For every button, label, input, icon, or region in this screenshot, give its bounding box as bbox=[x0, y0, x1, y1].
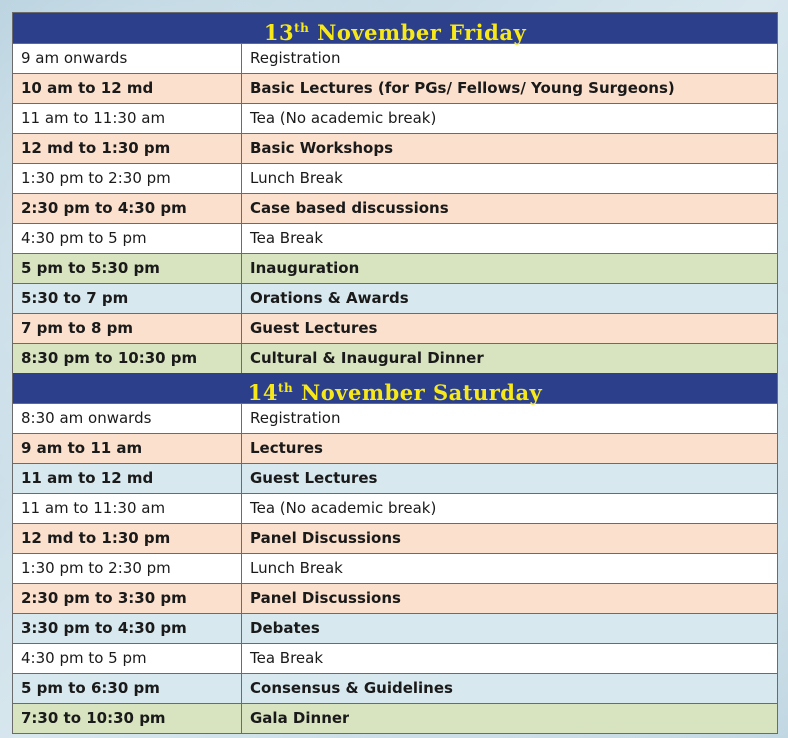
schedule-row bbox=[13, 464, 777, 494]
schedule-time: 5 pm to 6:30 pm bbox=[13, 674, 242, 703]
schedule-row bbox=[13, 614, 777, 644]
schedule-row bbox=[13, 194, 777, 224]
schedule-event: Case based discussions bbox=[250, 199, 449, 217]
schedule-row bbox=[13, 134, 777, 164]
schedule-row bbox=[13, 74, 777, 104]
schedule-row bbox=[13, 164, 777, 194]
schedule-time: 5 pm to 5:30 pm bbox=[13, 254, 242, 283]
schedule-time: 9 am onwards bbox=[13, 44, 242, 73]
schedule-time: 3:30 pm to 4:30 pm bbox=[13, 614, 242, 643]
schedule-row bbox=[13, 314, 777, 344]
schedule-event: Orations & Awards bbox=[250, 289, 409, 307]
schedule-time: 8:30 pm to 10:30 pm bbox=[13, 344, 242, 373]
schedule-row bbox=[13, 644, 777, 674]
schedule-time: 4:30 pm to 5 pm bbox=[13, 224, 242, 253]
day-number: 14 bbox=[247, 380, 278, 405]
schedule-event: Tea (No academic break) bbox=[250, 499, 437, 517]
schedule-event: Lunch Break bbox=[250, 559, 343, 577]
schedule-time: 5:30 to 7 pm bbox=[13, 284, 242, 313]
schedule-time: 11 am to 11:30 am bbox=[13, 104, 242, 133]
schedule-time: 4:30 pm to 5 pm bbox=[13, 644, 242, 673]
schedule-event: Lunch Break bbox=[250, 169, 343, 187]
schedule-event: Guest Lectures bbox=[250, 469, 378, 487]
schedule-row bbox=[13, 44, 777, 74]
schedule-event: Registration bbox=[250, 409, 341, 427]
schedule-event: Lectures bbox=[250, 439, 323, 457]
schedule-row bbox=[13, 284, 777, 314]
schedule-event: Tea Break bbox=[250, 229, 324, 247]
schedule-time: 2:30 pm to 4:30 pm bbox=[13, 194, 242, 223]
day-title: November Saturday bbox=[293, 380, 543, 405]
schedule-event: Consensus & Guidelines bbox=[250, 679, 453, 697]
schedule-time: 2:30 pm to 3:30 pm bbox=[13, 584, 242, 613]
day-header-friday bbox=[13, 13, 777, 44]
schedule-row bbox=[13, 674, 777, 704]
schedule-event: Basic Lectures (for PGs/ Fellows/ Young Surgeons) bbox=[250, 79, 675, 97]
schedule-time: 1:30 pm to 2:30 pm bbox=[13, 554, 242, 583]
schedule-time: 8:30 am onwards bbox=[13, 404, 242, 433]
schedule-event: Tea Break bbox=[250, 649, 324, 667]
day1-rows bbox=[13, 44, 777, 373]
schedule-row bbox=[13, 434, 777, 464]
schedule-event: Guest Lectures bbox=[250, 319, 378, 337]
day-number: 13 bbox=[263, 20, 295, 45]
schedule-row bbox=[13, 554, 777, 584]
day-header-saturday bbox=[13, 373, 777, 404]
schedule-row bbox=[13, 494, 777, 524]
schedule-row bbox=[13, 344, 777, 373]
schedule-time: 7:30 to 10:30 pm bbox=[13, 704, 242, 733]
schedule-event: Registration bbox=[250, 49, 341, 67]
schedule-row bbox=[13, 104, 777, 134]
schedule-row bbox=[13, 524, 777, 554]
schedule-table bbox=[12, 12, 778, 734]
schedule-time: 12 md to 1:30 pm bbox=[13, 134, 242, 163]
schedule-time: 7 pm to 8 pm bbox=[13, 314, 242, 343]
schedule-event: Panel Discussions bbox=[250, 529, 401, 547]
schedule-event: Cultural & Inaugural Dinner bbox=[250, 349, 484, 367]
schedule-event: Tea (No academic break) bbox=[250, 109, 437, 127]
day-suffix: th bbox=[277, 381, 294, 395]
schedule-event: Debates bbox=[250, 619, 320, 637]
day-suffix: th bbox=[294, 21, 310, 35]
schedule-row bbox=[13, 584, 777, 614]
schedule-time: 11 am to 11:30 am bbox=[13, 494, 242, 523]
schedule-time: 12 md to 1:30 pm bbox=[13, 524, 242, 553]
schedule-row bbox=[13, 254, 777, 284]
schedule-event: Gala Dinner bbox=[250, 709, 350, 727]
schedule-time: 10 am to 12 md bbox=[13, 74, 242, 103]
day2-rows bbox=[13, 404, 777, 733]
schedule-time: 9 am to 11 am bbox=[13, 434, 242, 463]
schedule-event: Panel Discussions bbox=[250, 589, 401, 607]
schedule-row bbox=[13, 704, 777, 733]
schedule-row bbox=[13, 404, 777, 434]
schedule-time: 1:30 pm to 2:30 pm bbox=[13, 164, 242, 193]
schedule-time: 11 am to 12 md bbox=[13, 464, 242, 493]
schedule-event: Basic Workshops bbox=[250, 139, 394, 157]
schedule-row bbox=[13, 224, 777, 254]
day-title: November Friday bbox=[309, 20, 527, 45]
schedule-event: Inauguration bbox=[250, 259, 360, 277]
